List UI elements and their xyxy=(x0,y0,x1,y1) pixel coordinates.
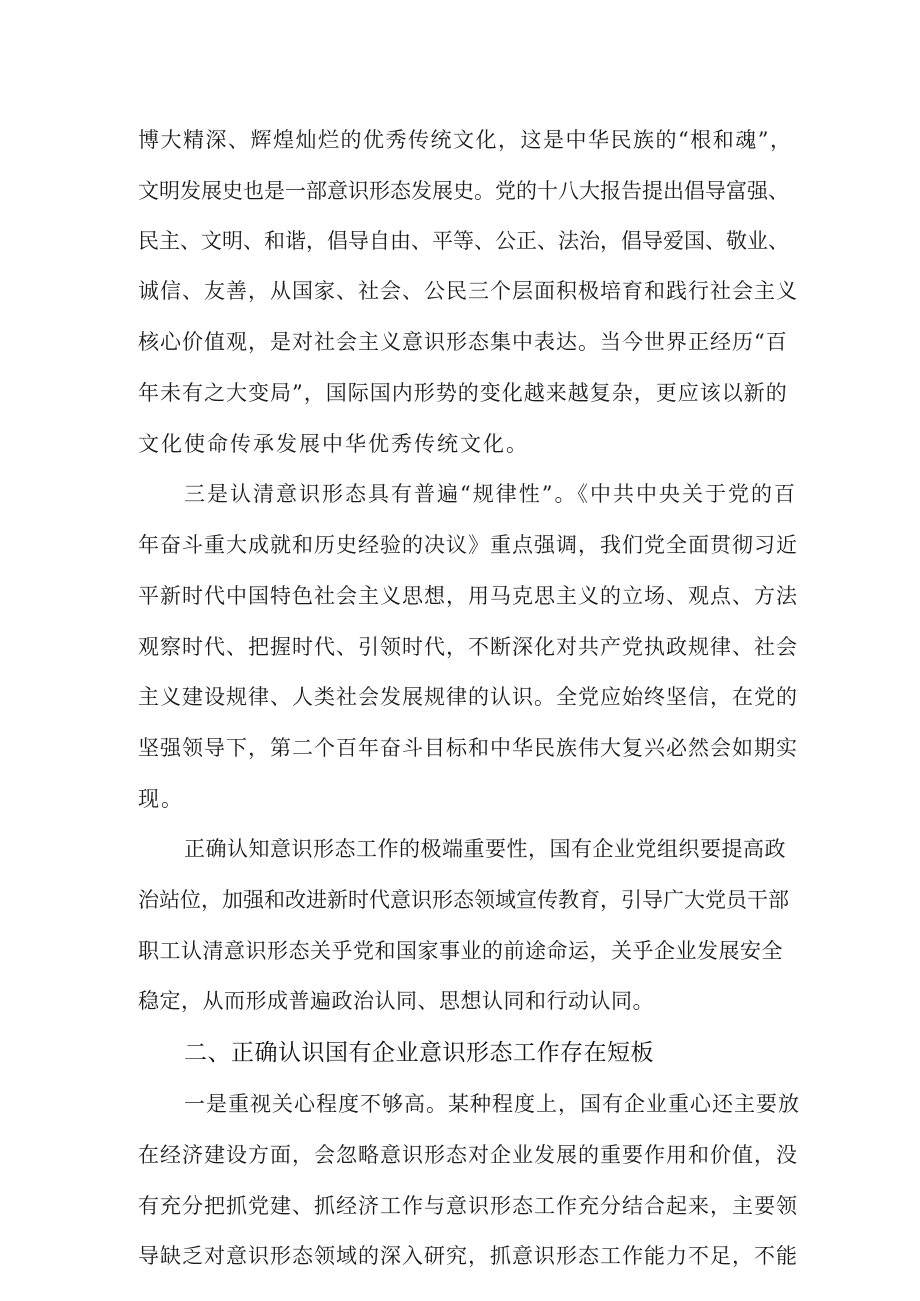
paragraph-first-line: 三是认清意识形态具有普遍“规律性”。《中共中央关于党的百 xyxy=(184,482,797,506)
body-line: 职工认清意识形态关乎党和国家事业的前途命运，关乎企业发展安全 xyxy=(138,939,783,963)
body-line: 坚强领导下，第二个百年奋斗目标和中华民族伟大复兴必然会如期实 xyxy=(138,736,798,760)
body-line: 民主、文明、和谐，倡导自由、平等、公正、法治，倡导爱国、敬业、 xyxy=(138,229,789,253)
body-line: 诚信、友善，从国家、社会、公民三个层面积极培育和践行社会主义 xyxy=(138,279,798,303)
body-line: 文化使命传承发展中华优秀传统文化。 xyxy=(138,432,529,456)
paragraph-first-line: 正确认知意识形态工作的极端重要性，国有企业党组织要提高政 xyxy=(184,837,786,861)
body-line: 年未有之大变局”，国际国内形势的变化越来越复杂，更应该以新的 xyxy=(138,381,788,405)
body-line: 在经济建设方面，会忽略意识形态对企业发展的重要作用和价值，没 xyxy=(138,1143,798,1167)
body-line: 导缺乏对意识形态领域的深入研究，抓意识形态工作能力不足，不能 xyxy=(138,1244,798,1268)
section-heading: 二、正确认识国有企业意识形态工作存在短板 xyxy=(184,1040,654,1066)
body-line: 文明发展史也是一部意识形态发展史。党的十八大报告提出倡导富强、 xyxy=(138,179,789,203)
body-line: 有充分把抓党建、抓经济工作与意识形态工作充分结合起来，主要领 xyxy=(138,1194,798,1218)
body-line: 年奋斗重大成就和历史经验的决议》重点强调，我们党全面贯彻习近 xyxy=(138,533,798,557)
body-line: 治站位，加强和改进新时代意识形态领域宣传教育，引导广大党员干部 xyxy=(138,888,789,912)
body-line: 博大精深、辉煌灿烂的优秀传统文化，这是中华民族的“根和魂”， xyxy=(138,128,793,152)
body-line: 观察时代、把握时代、引领时代，不断深化对共产党执政规律、社会 xyxy=(138,635,798,659)
body-line: 稳定，从而形成普遍政治认同、思想认同和行动认同。 xyxy=(138,989,654,1013)
paragraph-first-line: 一是重视关心程度不够高。某种程度上，国有企业重心还主要放 xyxy=(184,1092,800,1116)
body-line: 主义建设规律、人类社会发展规律的认识。全党应始终坚信，在党的 xyxy=(138,685,798,709)
body-line: 平新时代中国特色社会主义思想，用马克思主义的立场、观点、方法 xyxy=(138,584,798,608)
body-line: 现。 xyxy=(138,787,184,811)
body-line: 核心价值观，是对社会主义意识形态集中表达。当今世界正经历“百 xyxy=(138,330,788,354)
